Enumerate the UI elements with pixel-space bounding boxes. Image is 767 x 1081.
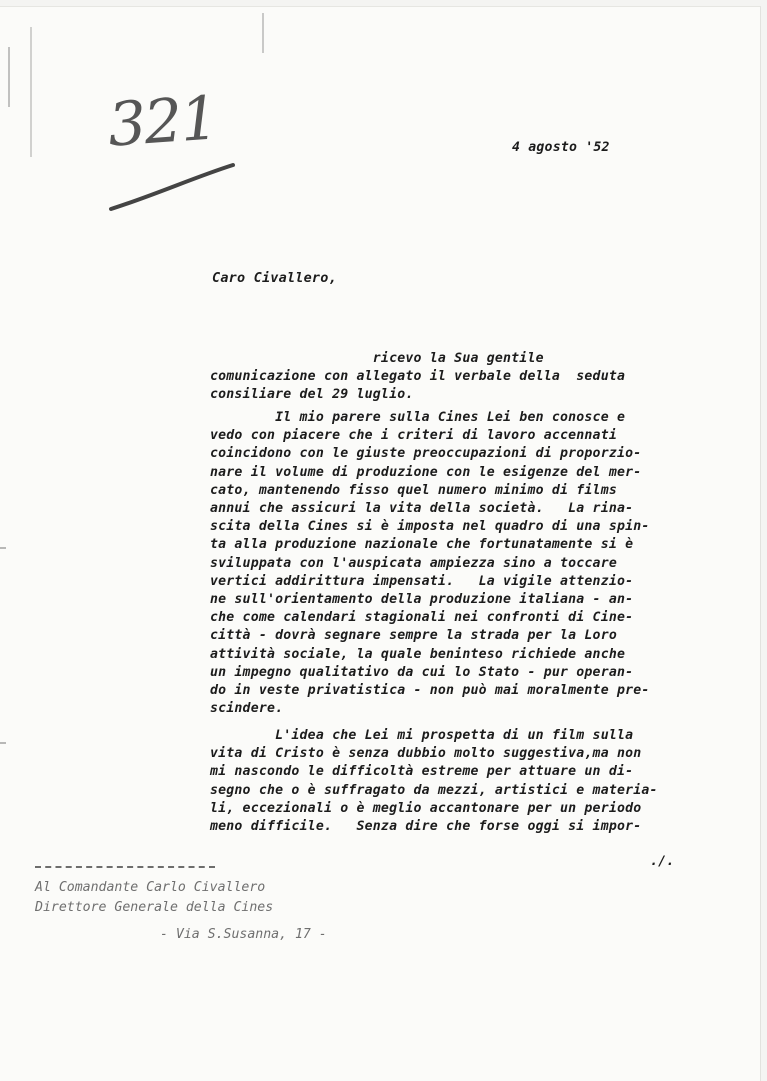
addressee-name: Al Comandante Carlo Civallero bbox=[35, 880, 266, 895]
scan-mark bbox=[262, 13, 264, 53]
salutation: Caro Civallero, bbox=[212, 270, 337, 286]
paragraph-1: ricevo la Sua gentile comunicazione con allegato il verbale della seduta consiliare del 29 luglio. bbox=[210, 351, 626, 403]
archive-number: 321 bbox=[105, 83, 219, 161]
scan-mark bbox=[0, 742, 6, 744]
continued-mark: ./. bbox=[650, 854, 675, 869]
paragraph-3: L'idea che Lei mi prospetta di un film sulla vita di Cristo è senza dubbio molto suggestiva,ma non mi nascondo le difficoltà estreme per attuare un di- segno che o è suffragato da mezzi, artistici e materia- li, eccezionali o è meglio accantonare per un periodo meno difficile. Senza dire che forse oggi si impor- bbox=[210, 728, 658, 835]
addressee-title: Direttore Generale della Cines bbox=[35, 900, 274, 915]
paragraph-2: Il mio parere sulla Cines Lei ben conosce e vedo con piacere che i criteri di lavoro accennati coincidono con le giuste preoccupazioni di proporzio- nare il volume di produzione con le esigenze del mer- cato, mantenendo fisso quel numero minimo di films annui che assicuri la vita della società. La rina- scita della Cines si è imposta nel quadro di una spin- ta alla produzione nazionale che fortunatamente si è sviluppata con l'auspicata ampiezza sino a toccare vertici addirittura impensati. La vigile attenzio- ne sull'orientamento della produzione italiana - an- che come calendari stagionali nei confronti di Cine- città - dovrà segnare sempre la strada per la Loro attività sociale, la quale beninteso richiede anche un impegno qualitativo da cui lo Stato - pur operan- do in veste privatistica - non può mai moralmente pre- scindere. bbox=[210, 410, 650, 717]
scan-mark bbox=[30, 27, 32, 157]
letter-date: 4 agosto '52 bbox=[512, 140, 610, 155]
addressee-address: - Via S.Susanna, 17 - bbox=[160, 927, 327, 942]
letter-page bbox=[0, 6, 761, 1081]
separator-line bbox=[35, 866, 215, 868]
scan-mark bbox=[0, 547, 6, 549]
archive-number-underline bbox=[105, 157, 245, 217]
scan-mark bbox=[8, 47, 10, 107]
